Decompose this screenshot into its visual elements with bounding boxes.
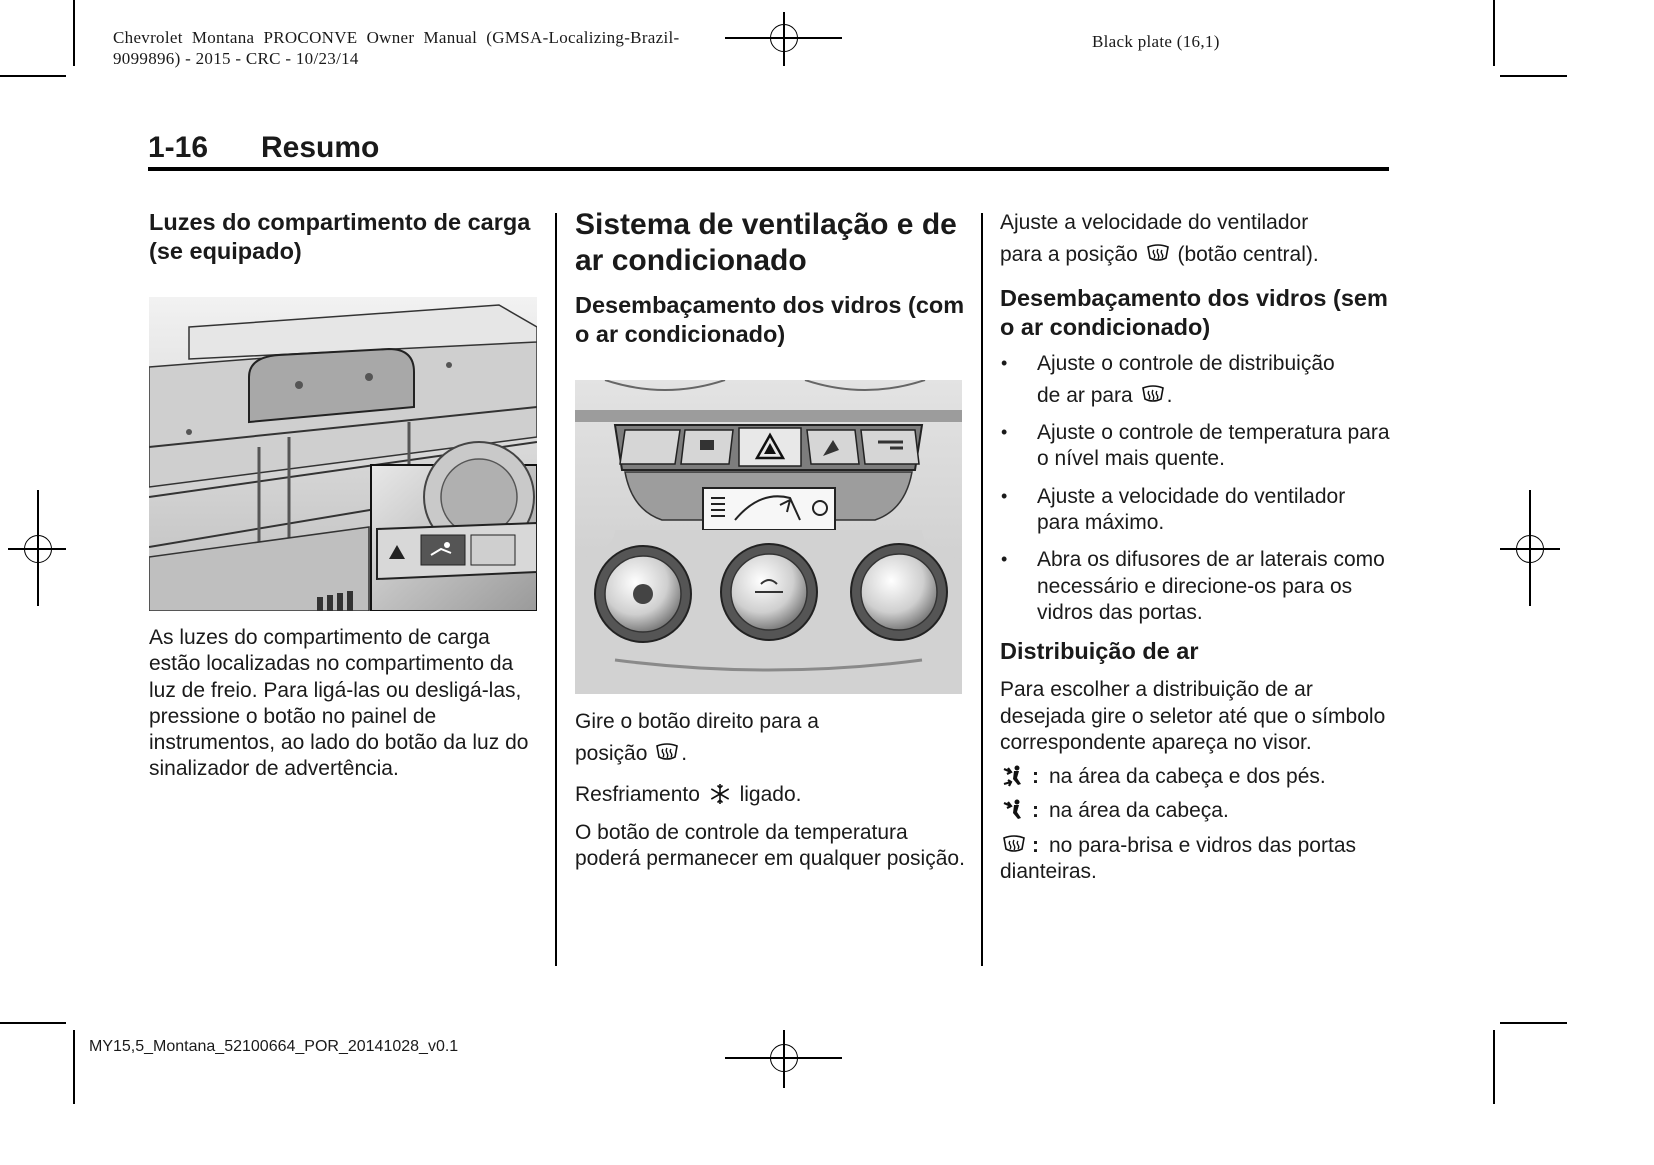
column-1	[149, 208, 539, 266]
mode-windshield-text: no para-brisa e vidros das portas dianteiras.	[1000, 833, 1356, 884]
airflow-head-icon	[1002, 798, 1026, 822]
air-distribution-text: Para escolher a distribuição de ar desejada gire o seletor até que o símbolo correspondente apareça no visor.	[1000, 678, 1386, 754]
cooling-state: ligado.	[739, 782, 802, 806]
ac-snowflake-icon	[708, 782, 732, 806]
fan-speed-line2: para a posição	[1000, 243, 1138, 267]
column-3	[1000, 210, 1392, 885]
cargo-lights-paragraph: As luzes do compartimento de carga estão localizadas no compartimento da luz de freio. Para ligá-las ou desligá-las, pressione o botão no painel de instrumentos, ao lado do botão da luz do sinalizador de advertência.	[149, 626, 529, 781]
page-number: 1-16	[148, 131, 209, 164]
airflow-head-feet-icon	[1002, 764, 1026, 788]
mode-head-feet	[1000, 764, 1392, 790]
defog-no-ac-heading: Desembaçamento dos vidros (sem o ar condicionado)	[1000, 284, 1388, 340]
mode-colon: :	[1032, 833, 1039, 857]
fan-speed-line1: Ajuste a velocidade do ventilador	[1000, 211, 1309, 234]
bullet: •	[1001, 549, 1008, 570]
mode-head-feet-text: na área da cabeça e dos pés.	[1049, 765, 1326, 789]
list-item	[1000, 420, 1392, 473]
windshield-defrost-icon	[1141, 383, 1165, 407]
step-text: Ajuste a velocidade do ventilador para máximo.	[1037, 484, 1346, 535]
column-divider	[981, 213, 983, 966]
manual-info-line1: Chevrolet Montana PROCONVE Owner Manual (GMSA-Localizing-Brazil-	[113, 28, 680, 47]
cooling-on	[575, 782, 967, 808]
windshield-defrost-icon	[1146, 242, 1170, 266]
defog-no-ac-steps	[1000, 351, 1392, 627]
list-item	[1000, 547, 1392, 626]
mode-windshield	[1000, 833, 1392, 886]
cargo-lights-text	[149, 625, 541, 783]
fan-speed-end: (botão central).	[1177, 243, 1319, 267]
step1-line1: Gire o botão direito para a	[575, 710, 819, 733]
defog-ac-text	[575, 709, 967, 872]
windshield-defrost-icon	[1002, 833, 1026, 857]
mode-head-text: na área da cabeça.	[1049, 799, 1229, 823]
column-2	[575, 207, 967, 349]
list-item	[1000, 351, 1392, 410]
air-distribution-heading: Distribuição de ar	[1000, 638, 1199, 665]
mode-head	[1000, 798, 1392, 824]
defog-ac-heading: Desembaçamento dos vidros (com o ar condicionado)	[575, 292, 965, 347]
bullet: •	[1001, 352, 1008, 373]
temperature-note: O botão de controle da temperatura poderá permanecer em qualquer posição.	[575, 820, 965, 871]
step-text: .	[1166, 383, 1173, 407]
list-item	[1000, 484, 1392, 537]
climate-control-panel-illustration	[575, 380, 962, 694]
mode-colon: :	[1032, 765, 1039, 789]
document-id: MY15,5_Montana_52100664_POR_20141028_v0.1	[89, 1038, 459, 1055]
header-rule	[148, 167, 1389, 171]
cargo-light-illustration	[149, 297, 537, 611]
column-divider	[555, 213, 557, 966]
step-text: Abra os difusores de ar laterais como necessário e direcione-os para os vidros das portas.	[1037, 548, 1385, 624]
plate-label: Black plate (16,1)	[1092, 32, 1220, 51]
manual-info-line2: 9099896) - 2015 - CRC - 10/23/14	[113, 49, 359, 68]
fan-speed-text	[1000, 210, 1392, 269]
manual-info	[113, 27, 679, 69]
ventilation-heading: Sistema de ventilação e de ar condicionado	[575, 208, 957, 277]
cooling-label: Resfriamento	[575, 782, 700, 806]
step1-line2: posição	[575, 742, 648, 766]
defog-ac-step1	[575, 709, 967, 768]
bullet: •	[1001, 485, 1008, 506]
step1-end: .	[681, 742, 688, 766]
step-text: de ar para	[1037, 383, 1133, 407]
mode-colon: :	[1032, 799, 1039, 823]
cargo-lights-heading: Luzes do compartimento de carga (se equipado)	[149, 209, 531, 264]
windshield-defrost-icon	[655, 741, 679, 765]
step-text: Ajuste o controle de distribuição	[1037, 351, 1335, 375]
section-title: Resumo	[261, 131, 380, 164]
step-text: Ajuste o controle de temperatura para o nível mais quente.	[1037, 421, 1390, 471]
bullet: •	[1001, 422, 1008, 443]
